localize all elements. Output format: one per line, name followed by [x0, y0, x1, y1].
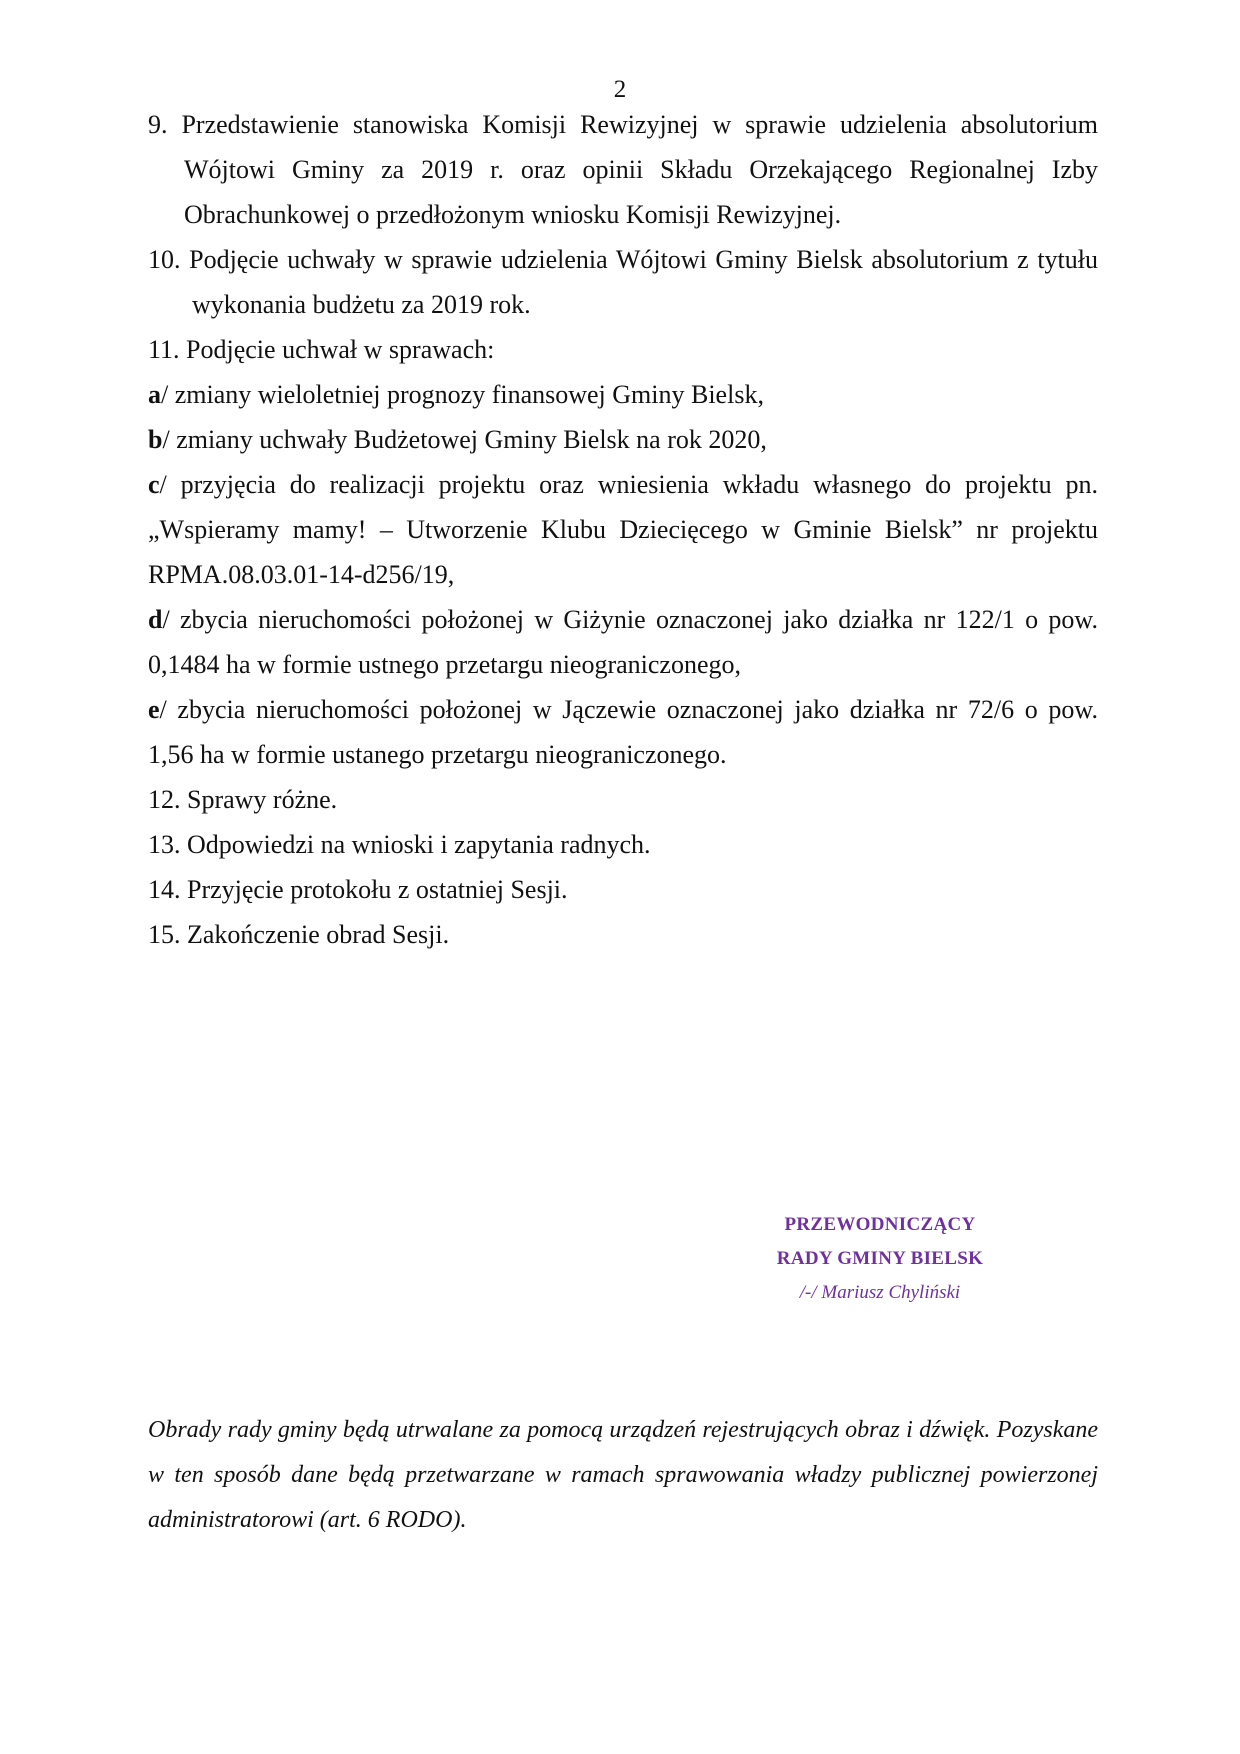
sub-item-e — [148, 687, 1098, 777]
sub-item-letter: a — [148, 380, 161, 409]
sub-item-text: / zmiany uchwały Budżetowej Gminy Bielsk na rok 2020, — [162, 425, 767, 454]
agenda-item-text: Podjęcie uchwał w sprawach: — [186, 335, 495, 364]
agenda-item-number: 9. — [148, 110, 168, 139]
page-number: 2 — [613, 76, 627, 103]
agenda-item-number: 13. — [148, 830, 181, 859]
agenda-item-text: Przyjęcie protokołu z ostatniej Sesji. — [187, 875, 568, 904]
sub-item-letter: e — [148, 695, 160, 724]
sub-item-letter: c — [148, 470, 160, 499]
agenda-item-15 — [148, 912, 1098, 957]
agenda-item-13 — [148, 822, 1098, 867]
signature-title: PRZEWODNICZĄCY — [784, 1214, 976, 1235]
agenda-item-14 — [148, 867, 1098, 912]
agenda-item-number: 12. — [148, 785, 181, 814]
agenda-item-text: Sprawy różne. — [180, 785, 338, 814]
sub-item-text: / zbycia nieruchomości położonej w Giżynie oznaczonej jako działka nr 122/1 o pow. 0,1484 ha w formie ustnego przetargu nieograniczonego, — [148, 605, 1098, 679]
agenda-item-text: Podjęcie uchwały w sprawie udzielenia Wójtowi Gminy Bielsk absolutorium z tytułu wykonania budżetu za 2019 rok. — [189, 245, 1098, 319]
agenda-item-11 — [148, 327, 1098, 372]
agenda-item-text: Odpowiedzi na wnioski i zapytania radnych. — [187, 830, 651, 859]
sub-item-d — [148, 597, 1098, 687]
agenda-list — [148, 102, 1098, 957]
sub-item-text: / zmiany wieloletniej prognozy finansowej Gminy Bielsk, — [161, 380, 764, 409]
sub-item-letter: b — [148, 425, 163, 454]
agenda-item-9 — [148, 102, 1098, 237]
sub-item-text: / przyjęcia do realizacji projektu oraz wniesienia wkładu własnego do projektu pn. „Wspieramy mamy! – Utworzenie Klubu Dziecięcego w Gminie Bielsk” nr projektu RPMA.08.03.01-14-d256/19, — [148, 470, 1098, 589]
sub-item-c — [148, 462, 1098, 597]
agenda-item-text: Przedstawienie stanowiska Komisji Rewizyjnej w sprawie udzielenia absolutorium Wójtowi Gminy za 2019 r. oraz opinii Składu Orzekającego Regionalnej Izby Obrachunkowej o przedłożonym wniosku Komisji Rewizyjnej. — [181, 110, 1099, 229]
signature-council: RADY GMINY BIELSK — [776, 1248, 984, 1269]
sub-item-text: / zbycia nieruchomości położonej w Jączewie oznaczonej jako działka nr 72/6 o pow. 1,56 ha w formie ustanego przetargu nieograniczonego. — [148, 695, 1098, 769]
agenda-item-number: 10. — [148, 245, 181, 274]
agenda-item-number: 11. — [148, 335, 180, 364]
agenda-item-number: 15. — [148, 920, 181, 949]
signature-name: /-/ Mariusz Chyliński — [799, 1282, 961, 1303]
sub-item-a — [148, 372, 1098, 417]
sub-item-letter: d — [148, 605, 163, 634]
sub-item-b — [148, 417, 1098, 462]
agenda-item-number: 14. — [148, 875, 181, 904]
agenda-item-10 — [148, 237, 1098, 327]
signature-block — [700, 1208, 1060, 1310]
agenda-item-text: Zakończenie obrad Sesji. — [187, 920, 450, 949]
agenda-item-12 — [148, 777, 1098, 822]
recording-notice: Obrady rady gminy będą utrwalane za pomocą urządzeń rejestrujących obraz i dźwięk. Pozyskane w ten sposób dane będą przetwarzane w ramach sprawowania władzy publicznej powierzonej administratorowi (art. 6 RODO). — [148, 1417, 1098, 1533]
